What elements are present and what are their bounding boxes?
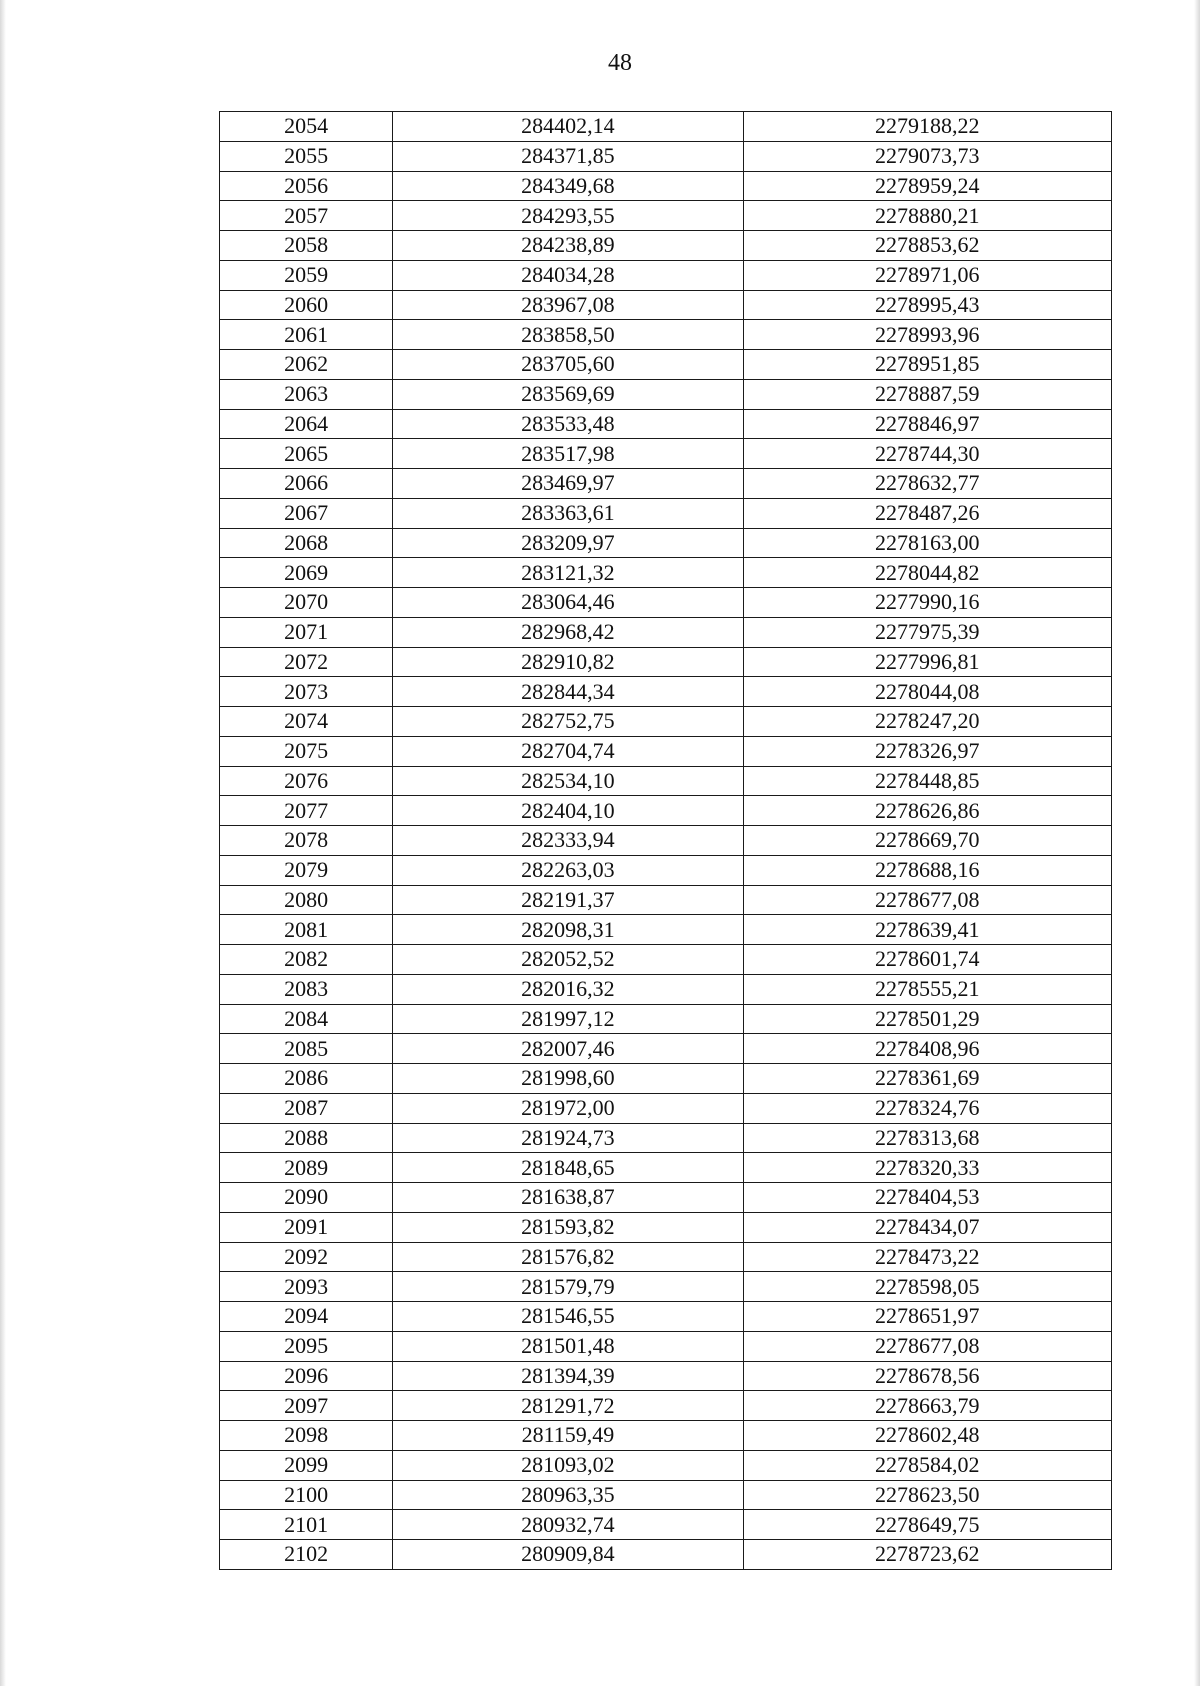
- y-coordinate-cell: 2278601,74: [743, 945, 1111, 975]
- coordinates-table-body: [220, 112, 1112, 1570]
- table-row: [220, 1510, 1112, 1540]
- table-row: [220, 171, 1112, 201]
- y-coordinate-cell: 2278320,33: [743, 1153, 1111, 1183]
- point-number-cell: 2080: [220, 885, 393, 915]
- table-row: [220, 1183, 1112, 1213]
- x-coordinate-cell: 281576,82: [393, 1242, 743, 1272]
- x-coordinate-cell: 281972,00: [393, 1093, 743, 1123]
- y-coordinate-cell: 2278649,75: [743, 1510, 1111, 1540]
- table-row: [220, 945, 1112, 975]
- y-coordinate-cell: 2279188,22: [743, 112, 1111, 142]
- y-coordinate-cell: 2278971,06: [743, 260, 1111, 290]
- point-number-cell: 2071: [220, 617, 393, 647]
- table-row: [220, 379, 1112, 409]
- table-row: [220, 796, 1112, 826]
- table-row: [220, 617, 1112, 647]
- y-coordinate-cell: 2278951,85: [743, 350, 1111, 380]
- x-coordinate-cell: 283517,98: [393, 439, 743, 469]
- y-coordinate-cell: 2278993,96: [743, 320, 1111, 350]
- x-coordinate-cell: 283209,97: [393, 528, 743, 558]
- table-row: [220, 141, 1112, 171]
- table-row: [220, 231, 1112, 261]
- y-coordinate-cell: 2278555,21: [743, 974, 1111, 1004]
- point-number-cell: 2076: [220, 766, 393, 796]
- y-coordinate-cell: 2278487,26: [743, 498, 1111, 528]
- x-coordinate-cell: 282098,31: [393, 915, 743, 945]
- y-coordinate-cell: 2278324,76: [743, 1093, 1111, 1123]
- table-row: [220, 1034, 1112, 1064]
- table-row: [220, 112, 1112, 142]
- y-coordinate-cell: 2278584,02: [743, 1450, 1111, 1480]
- table-row: [220, 1361, 1112, 1391]
- y-coordinate-cell: 2278408,96: [743, 1034, 1111, 1064]
- table-row: [220, 826, 1112, 856]
- point-number-cell: 2085: [220, 1034, 393, 1064]
- table-row: [220, 647, 1112, 677]
- y-coordinate-cell: 2278639,41: [743, 915, 1111, 945]
- table-row: [220, 1421, 1112, 1451]
- y-coordinate-cell: 2278677,08: [743, 885, 1111, 915]
- x-coordinate-cell: 281501,48: [393, 1331, 743, 1361]
- table-row: [220, 1242, 1112, 1272]
- table-row: [220, 1093, 1112, 1123]
- y-coordinate-cell: 2278853,62: [743, 231, 1111, 261]
- point-number-cell: 2101: [220, 1510, 393, 1540]
- x-coordinate-cell: 283363,61: [393, 498, 743, 528]
- y-coordinate-cell: 2278361,69: [743, 1064, 1111, 1094]
- point-number-cell: 2060: [220, 290, 393, 320]
- y-coordinate-cell: 2278434,07: [743, 1212, 1111, 1242]
- x-coordinate-cell: 283121,32: [393, 558, 743, 588]
- point-number-cell: 2061: [220, 320, 393, 350]
- page-number: 48: [608, 50, 632, 76]
- x-coordinate-cell: 282333,94: [393, 826, 743, 856]
- table-row: [220, 1004, 1112, 1034]
- y-coordinate-cell: 2278247,20: [743, 707, 1111, 737]
- page-edge-right: [1194, 0, 1200, 1686]
- x-coordinate-cell: 281394,39: [393, 1361, 743, 1391]
- table-row: [220, 469, 1112, 499]
- x-coordinate-cell: 283469,97: [393, 469, 743, 499]
- point-number-cell: 2074: [220, 707, 393, 737]
- x-coordinate-cell: 283569,69: [393, 379, 743, 409]
- point-number-cell: 2095: [220, 1331, 393, 1361]
- point-number-cell: 2096: [220, 1361, 393, 1391]
- table-row: [220, 766, 1112, 796]
- y-coordinate-cell: 2278326,97: [743, 736, 1111, 766]
- x-coordinate-cell: 284402,14: [393, 112, 743, 142]
- y-coordinate-cell: 2278473,22: [743, 1242, 1111, 1272]
- table-row: [220, 1480, 1112, 1510]
- x-coordinate-cell: 281579,79: [393, 1272, 743, 1302]
- table-row: [220, 350, 1112, 380]
- x-coordinate-cell: 283705,60: [393, 350, 743, 380]
- y-coordinate-cell: 2278313,68: [743, 1123, 1111, 1153]
- point-number-cell: 2062: [220, 350, 393, 380]
- point-number-cell: 2059: [220, 260, 393, 290]
- x-coordinate-cell: 281997,12: [393, 1004, 743, 1034]
- y-coordinate-cell: 2278663,79: [743, 1391, 1111, 1421]
- point-number-cell: 2077: [220, 796, 393, 826]
- point-number-cell: 2073: [220, 677, 393, 707]
- point-number-cell: 2054: [220, 112, 393, 142]
- y-coordinate-cell: 2277975,39: [743, 617, 1111, 647]
- x-coordinate-cell: 284238,89: [393, 231, 743, 261]
- y-coordinate-cell: 2278602,48: [743, 1421, 1111, 1451]
- y-coordinate-cell: 2278651,97: [743, 1302, 1111, 1332]
- point-number-cell: 2090: [220, 1183, 393, 1213]
- table-row: [220, 1123, 1112, 1153]
- point-number-cell: 2094: [220, 1302, 393, 1332]
- x-coordinate-cell: 281998,60: [393, 1064, 743, 1094]
- x-coordinate-cell: 281848,65: [393, 1153, 743, 1183]
- x-coordinate-cell: 282844,34: [393, 677, 743, 707]
- table-row: [220, 320, 1112, 350]
- table-row: [220, 588, 1112, 618]
- point-number-cell: 2075: [220, 736, 393, 766]
- y-coordinate-cell: 2278677,08: [743, 1331, 1111, 1361]
- x-coordinate-cell: 284293,55: [393, 201, 743, 231]
- point-number-cell: 2099: [220, 1450, 393, 1480]
- table-row: [220, 201, 1112, 231]
- y-coordinate-cell: 2279073,73: [743, 141, 1111, 171]
- x-coordinate-cell: 280909,84: [393, 1540, 743, 1570]
- x-coordinate-cell: 282191,37: [393, 885, 743, 915]
- coordinates-table: [219, 111, 1112, 1570]
- x-coordinate-cell: 281159,49: [393, 1421, 743, 1451]
- point-number-cell: 2079: [220, 855, 393, 885]
- table-row: [220, 528, 1112, 558]
- table-row: [220, 1212, 1112, 1242]
- table-row: [220, 677, 1112, 707]
- x-coordinate-cell: 282007,46: [393, 1034, 743, 1064]
- x-coordinate-cell: 284371,85: [393, 141, 743, 171]
- point-number-cell: 2086: [220, 1064, 393, 1094]
- x-coordinate-cell: 281291,72: [393, 1391, 743, 1421]
- point-number-cell: 2055: [220, 141, 393, 171]
- x-coordinate-cell: 281638,87: [393, 1183, 743, 1213]
- page-edge-left: [0, 0, 6, 1686]
- point-number-cell: 2069: [220, 558, 393, 588]
- x-coordinate-cell: 282752,75: [393, 707, 743, 737]
- y-coordinate-cell: 2278626,86: [743, 796, 1111, 826]
- y-coordinate-cell: 2278995,43: [743, 290, 1111, 320]
- x-coordinate-cell: 284349,68: [393, 171, 743, 201]
- y-coordinate-cell: 2278669,70: [743, 826, 1111, 856]
- x-coordinate-cell: 282704,74: [393, 736, 743, 766]
- point-number-cell: 2102: [220, 1540, 393, 1570]
- point-number-cell: 2097: [220, 1391, 393, 1421]
- x-coordinate-cell: 282534,10: [393, 766, 743, 796]
- point-number-cell: 2084: [220, 1004, 393, 1034]
- table-row: [220, 974, 1112, 1004]
- table-row: [220, 915, 1112, 945]
- y-coordinate-cell: 2278723,62: [743, 1540, 1111, 1570]
- point-number-cell: 2057: [220, 201, 393, 231]
- point-number-cell: 2093: [220, 1272, 393, 1302]
- table-row: [220, 1450, 1112, 1480]
- y-coordinate-cell: 2278887,59: [743, 379, 1111, 409]
- table-row: [220, 290, 1112, 320]
- table-row: [220, 558, 1112, 588]
- x-coordinate-cell: 282016,32: [393, 974, 743, 1004]
- table-row: [220, 498, 1112, 528]
- x-coordinate-cell: 281546,55: [393, 1302, 743, 1332]
- point-number-cell: 2063: [220, 379, 393, 409]
- point-number-cell: 2078: [220, 826, 393, 856]
- table-row: [220, 855, 1112, 885]
- table-row: [220, 1331, 1112, 1361]
- y-coordinate-cell: 2278163,00: [743, 528, 1111, 558]
- point-number-cell: 2082: [220, 945, 393, 975]
- x-coordinate-cell: 282910,82: [393, 647, 743, 677]
- point-number-cell: 2089: [220, 1153, 393, 1183]
- table-row: [220, 1540, 1112, 1570]
- point-number-cell: 2083: [220, 974, 393, 1004]
- table-row: [220, 1064, 1112, 1094]
- point-number-cell: 2067: [220, 498, 393, 528]
- x-coordinate-cell: 282968,42: [393, 617, 743, 647]
- y-coordinate-cell: 2278846,97: [743, 409, 1111, 439]
- x-coordinate-cell: 282052,52: [393, 945, 743, 975]
- point-number-cell: 2065: [220, 439, 393, 469]
- table-row: [220, 1153, 1112, 1183]
- point-number-cell: 2087: [220, 1093, 393, 1123]
- point-number-cell: 2070: [220, 588, 393, 618]
- x-coordinate-cell: 280932,74: [393, 1510, 743, 1540]
- y-coordinate-cell: 2278623,50: [743, 1480, 1111, 1510]
- x-coordinate-cell: 281924,73: [393, 1123, 743, 1153]
- x-coordinate-cell: 281093,02: [393, 1450, 743, 1480]
- point-number-cell: 2072: [220, 647, 393, 677]
- point-number-cell: 2081: [220, 915, 393, 945]
- y-coordinate-cell: 2278678,56: [743, 1361, 1111, 1391]
- x-coordinate-cell: 282263,03: [393, 855, 743, 885]
- point-number-cell: 2091: [220, 1212, 393, 1242]
- x-coordinate-cell: 282404,10: [393, 796, 743, 826]
- y-coordinate-cell: 2278959,24: [743, 171, 1111, 201]
- y-coordinate-cell: 2277990,16: [743, 588, 1111, 618]
- table-row: [220, 1272, 1112, 1302]
- table-row: [220, 409, 1112, 439]
- point-number-cell: 2088: [220, 1123, 393, 1153]
- y-coordinate-cell: 2278044,08: [743, 677, 1111, 707]
- y-coordinate-cell: 2278448,85: [743, 766, 1111, 796]
- point-number-cell: 2100: [220, 1480, 393, 1510]
- point-number-cell: 2066: [220, 469, 393, 499]
- table-row: [220, 439, 1112, 469]
- y-coordinate-cell: 2278404,53: [743, 1183, 1111, 1213]
- point-number-cell: 2058: [220, 231, 393, 261]
- y-coordinate-cell: 2278744,30: [743, 439, 1111, 469]
- table-row: [220, 707, 1112, 737]
- point-number-cell: 2098: [220, 1421, 393, 1451]
- y-coordinate-cell: 2278598,05: [743, 1272, 1111, 1302]
- table-row: [220, 736, 1112, 766]
- x-coordinate-cell: 283967,08: [393, 290, 743, 320]
- x-coordinate-cell: 283533,48: [393, 409, 743, 439]
- y-coordinate-cell: 2278501,29: [743, 1004, 1111, 1034]
- x-coordinate-cell: 283064,46: [393, 588, 743, 618]
- y-coordinate-cell: 2278632,77: [743, 469, 1111, 499]
- x-coordinate-cell: 280963,35: [393, 1480, 743, 1510]
- x-coordinate-cell: 283858,50: [393, 320, 743, 350]
- table-row: [220, 1302, 1112, 1332]
- table-row: [220, 885, 1112, 915]
- point-number-cell: 2056: [220, 171, 393, 201]
- point-number-cell: 2064: [220, 409, 393, 439]
- x-coordinate-cell: 281593,82: [393, 1212, 743, 1242]
- point-number-cell: 2092: [220, 1242, 393, 1272]
- y-coordinate-cell: 2278688,16: [743, 855, 1111, 885]
- y-coordinate-cell: 2277996,81: [743, 647, 1111, 677]
- table-row: [220, 1391, 1112, 1421]
- table-row: [220, 260, 1112, 290]
- y-coordinate-cell: 2278880,21: [743, 201, 1111, 231]
- y-coordinate-cell: 2278044,82: [743, 558, 1111, 588]
- point-number-cell: 2068: [220, 528, 393, 558]
- x-coordinate-cell: 284034,28: [393, 260, 743, 290]
